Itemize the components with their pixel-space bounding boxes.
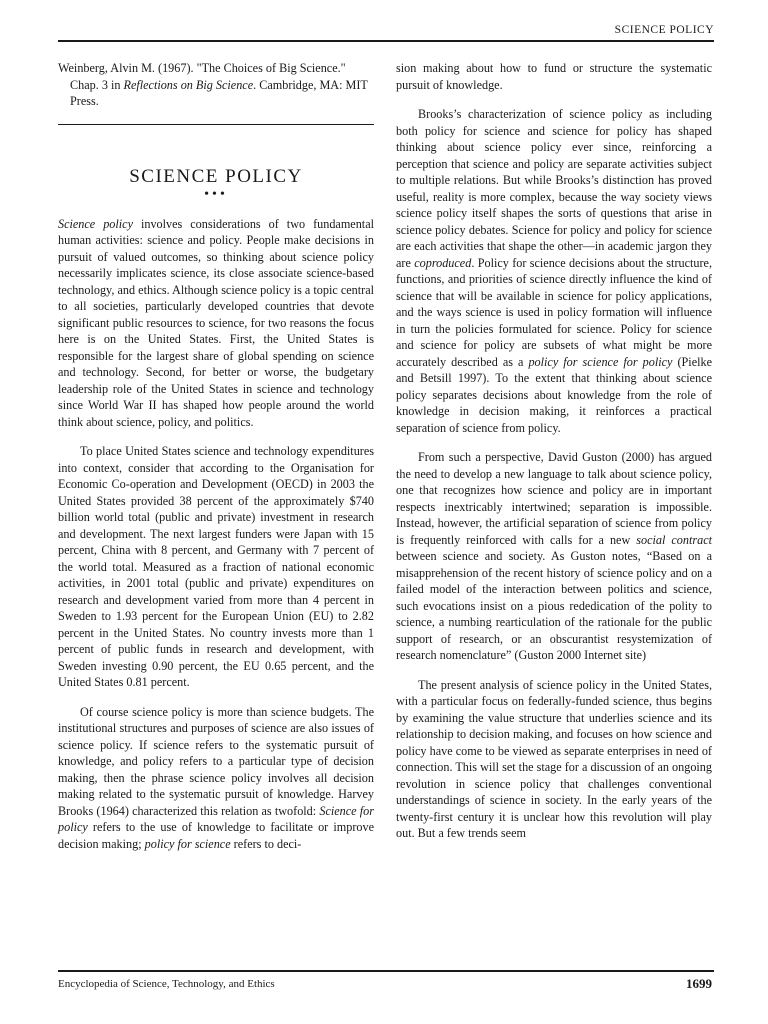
paragraph-3-continued: sion making about how to fund or structure the systematic pursuit of knowledge. <box>396 61 712 92</box>
paragraph-5-text-a: From such a perspective, David Guston (2000) has argued the need to develop a new language to talk about science policy, one that recognizes how science and policy are in important respects inextricably intertwined; separation is impossible. Instead, however, the artificial separation of science from policy is frequently reinforced with calls for a new <box>396 450 712 547</box>
term-science-policy: Science policy <box>58 216 133 231</box>
term-science-for-policy: Science for policy <box>58 803 374 834</box>
paragraph-4-text-b: . Policy for science decisions about the structure, functions, and priorities of science directly influence the kind of science that will be available in science for policy applications, and the ways science is used in policy formation will influence in turn the policies formulated for science. Policy for science and science for policy are subsets of what might be more accurately described as a <box>396 255 712 369</box>
reference-author: Weinberg, Alvin M. (1967). "The Choices of Big Science." Chap. 3 in <box>58 61 346 92</box>
reference-divider <box>58 124 374 125</box>
paragraph-1 <box>58 216 374 431</box>
paragraph-5-text-b: between science and society. As Guston notes, “Based on a misapprehension of the recent history of science policy and on a failed model of the interaction between politics and science, such evocations insist on a pious rededication of the polity to science, a numbing rearticulation of the rationale for the public support of research, or an obscurantist resystemization of research nomenclature” (Guston 2000 Internet site) <box>396 549 712 662</box>
header-rule <box>58 40 714 42</box>
left-column <box>58 60 374 865</box>
footer-rule <box>58 970 714 972</box>
paragraph-4-text-c: (Pielke and Betsill 1997). To the extent that thinking about science policy separates decisions about knowledge from the role of knowledge in decision making, it reinforces a practical separation of science from policy. <box>396 354 712 435</box>
running-head: SCIENCE POLICY <box>614 24 714 36</box>
paragraph-4 <box>396 106 712 436</box>
reference-publisher: . Cambridge, MA: MIT Press. <box>70 77 368 108</box>
term-policy-for-science-for-policy: policy for science for policy <box>528 354 673 369</box>
paragraph-1-text: involves considerations of two fundamental human activities: science and policy. People make decisions in pursuit of valued outcomes, so thinking about science policy necessarily implicates science, its close associate science-based technology, and ethics. Although science policy is a topic central to all societies, particularly developed countries that devote significant public resources to science, for two reasons the focus here is on the United States. First, the United States is responsible for the largest share of global spending on science and technology. Second, for better or worse, the budgetary leadership role of the United States in science and technology since World War II has shaped how people around the world think about science, policy, and politics. <box>58 216 374 429</box>
term-policy-for-science: policy for science <box>144 836 231 851</box>
paragraph-6: The present analysis of science policy in the United States, with a particular focus on federally-funded science, thus begins by examining the value structure that underlies science and its relationship to decision making, and focuses on how science and policy have come to be viewed as separate enterprises in need of connection. This will set the stage for a discussion of an ongoing revolution in science policy that challenges conventional understandings of science in society. In the early years of the twenty-first century it is unclear how this revolution will play out. But a few trends seem <box>396 677 712 840</box>
reference-book-title: Reflections on Big Science <box>123 77 254 92</box>
footer-book-title: Encyclopedia of Science, Technology, and Ethics <box>58 978 275 990</box>
term-social-contract: social contract <box>636 532 712 547</box>
paragraph-3-text-b: refers to the use of knowledge to facilitate or improve decision making; <box>58 820 374 851</box>
page-number: 1699 <box>686 976 712 991</box>
paragraph-5 <box>396 449 712 664</box>
paragraph-2: To place United States science and technology expenditures into context, consider that according to the Organisation for Economic Co-operation and Development (OECD) in 2003 the United States provided 38 percent of the approximately $740 billion world total (public and private) investment in research and development. The next largest funders were Japan with 15 percent, China with 8 percent, and Germany with 7 percent of the world total. Measured as a fraction of national economic activities, in 2001 total (public and private) expenditures on research and development varied from more than 4 percent in Sweden to 1.93 percent for the European Union (EU) to 2.82 percent in the United States. No country invests more than 1 percent of public funds in research and development, with Sweden investing 0.90 percent, the EU 0.65 percent, and the United States 0.81 percent. <box>58 444 374 689</box>
right-column <box>396 60 712 855</box>
paragraph-4-text-a: Brooks’s characterization of science policy as including both policy for science and science for policy has shaped thinking about science policy ever since, reinforcing a perception that science and policy are separate activities subject to multiple relations. But while Brooks’s distinction has proved useful, reality is more complex, because the way society views science policy itself shapes the sorts of questions that arise in science policy debates. Science for policy and policy for science are each activities that shape the other—in academic jargon they are <box>396 107 712 270</box>
paragraph-3 <box>58 704 374 853</box>
reference-entry <box>58 60 374 110</box>
article-title: SCIENCE POLICY <box>129 165 303 187</box>
title-ornament: ••• <box>204 187 228 202</box>
term-coproduced: coproduced <box>414 255 472 270</box>
paragraph-3-text-a: Of course science policy is more than science budgets. The institutional structures and purposes of science are also issues of science policy. If science refers to the systematic pursuit of knowledge, and policy refers to a particular type of decision making, then the phrase science policy involves all decision making related to the systematic pursuit of knowledge. Harvey Brooks (1964) characterized this relation as twofold: <box>58 704 374 818</box>
paragraph-3-text-c: refers to deci- <box>230 836 302 851</box>
